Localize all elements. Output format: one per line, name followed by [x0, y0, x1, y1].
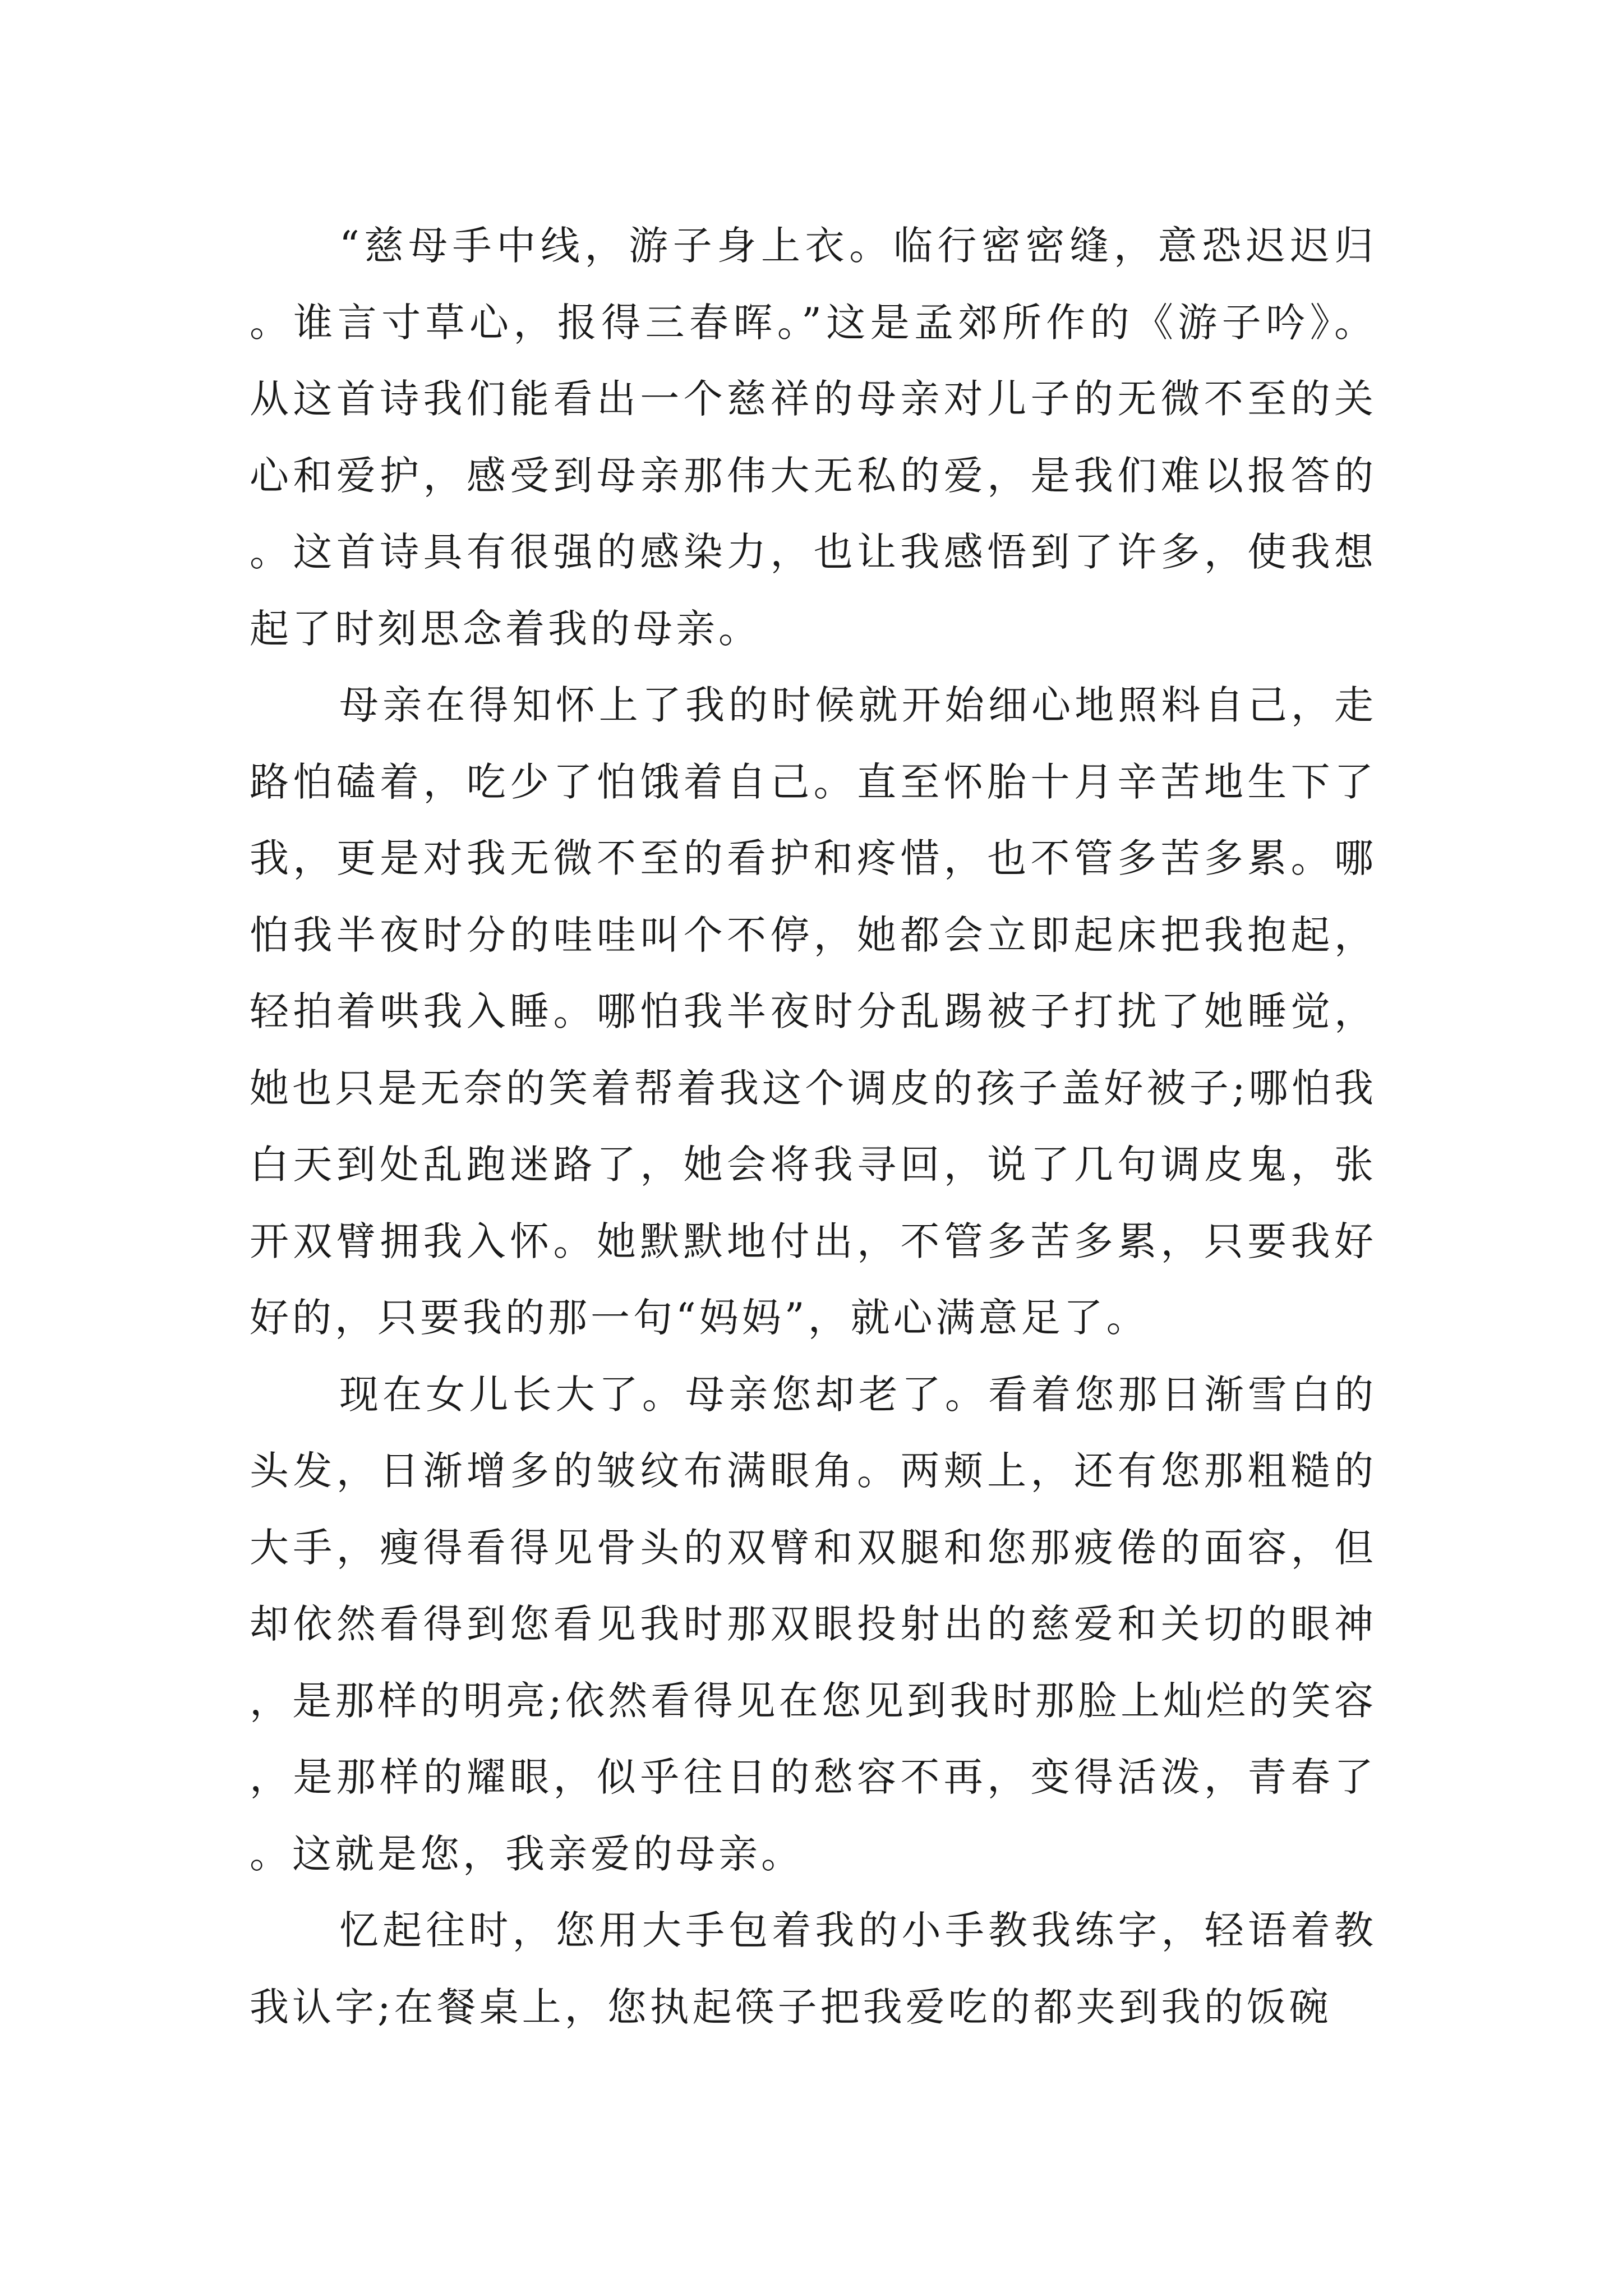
paragraph-1: “慈母手中线，游子身上衣。临行密密缝，意恐迟迟归。谁言寸草心，报得三春晖。”这是孟郊所作的《游子吟》。从这首诗我们能看出一个慈祥的母亲对儿子的无微不至的关心和爱护，感受到母亲那伟大无私的爱，是我们难以报答的。这首诗具有很强的感染力，也让我感悟到了许多，使我想起了时刻思念着我的母亲。	[250, 223, 1377, 652]
paragraph-4: 忆起往时，您用大手包着我的小手教我练字，轻语着教我认字;在餐桌上，您执起筷子把我爱吃的都夹到我的饭碗	[250, 1907, 1377, 2030]
paragraph-2: 母亲在得知怀上了我的时候就开始细心地照料自己，走路怕磕着，吃少了怕饿着自己。直至怀胎十月辛苦地生下了我，更是对我无微不至的看护和疼惜，也不管多苦多累。哪怕我半夜时分的哇哇叫个不停，她都会立即起床把我抱起，轻拍着哄我入睡。哪怕我半夜时分乱踢被子打扰了她睡觉，她也只是无奈的笑着帮着我这个调皮的孩子盖好被子;哪怕我白天到处乱跑迷路了，她会将我寻回，说了几句调皮鬼，张开双臂拥我入怀。她默默地付出，不管多苦多累，只要我好好的，只要我的那一句“妈妈”，就心满意足了。	[250, 682, 1377, 1341]
paragraph-3: 现在女儿长大了。母亲您却老了。看着您那日渐雪白的头发，日渐增多的皱纹布满眼角。两颊上，还有您那粗糙的大手，瘦得看得见骨头的双臂和双腿和您那疲倦的面容，但却依然看得到您看见我时那双眼投射出的慈爱和关切的眼神，是那样的明亮;依然看得见在您见到我时那脸上灿烂的笑容，是那样的耀眼，似乎往日的愁容不再，变得活泼，青春了。这就是您，我亲爱的母亲。	[250, 1371, 1377, 1877]
document-body	[250, 208, 1377, 2045]
